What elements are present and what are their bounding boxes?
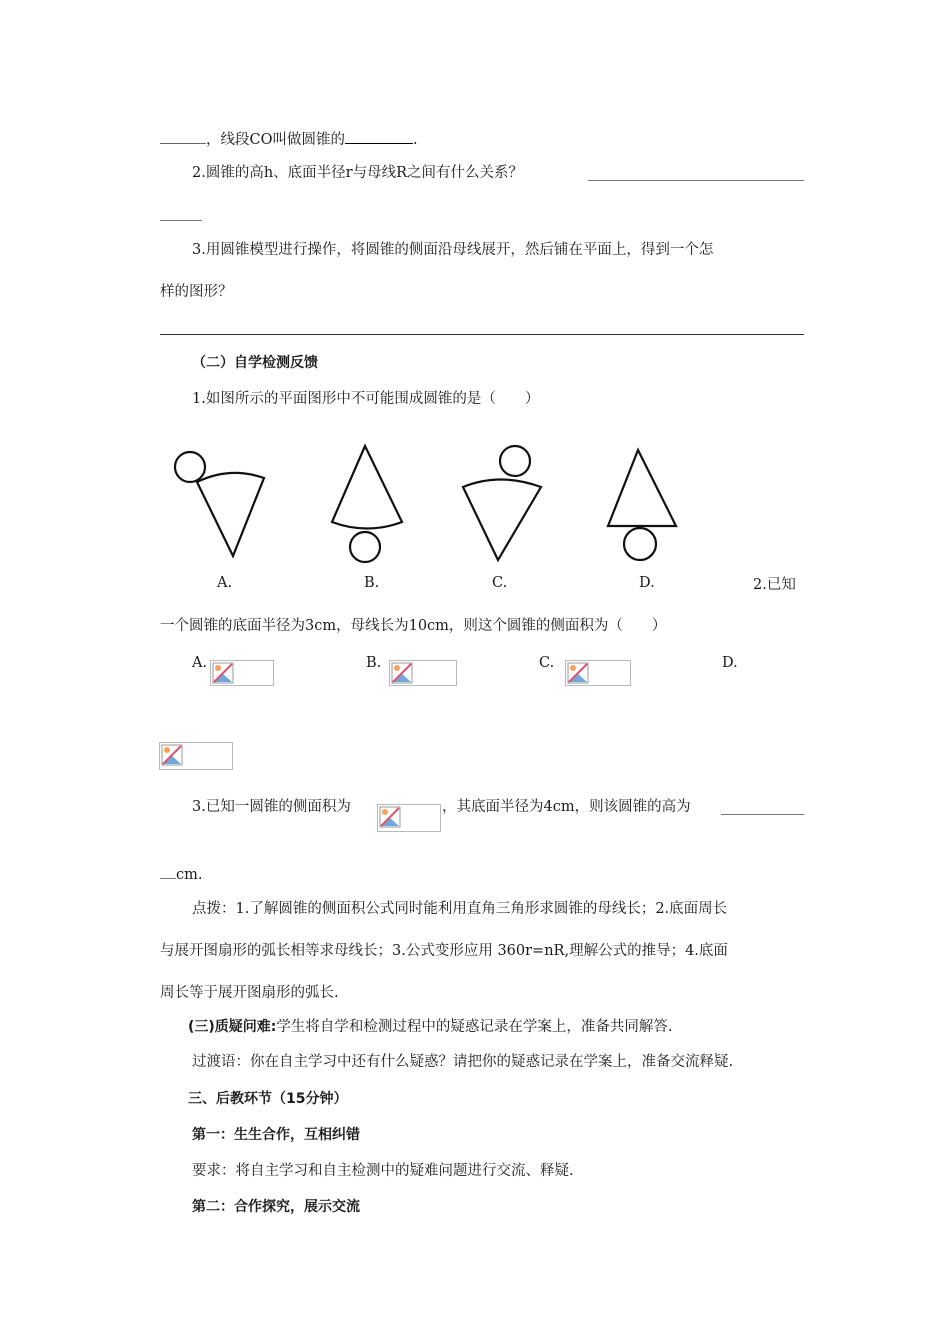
answer-line [721, 814, 804, 815]
blank [160, 129, 206, 144]
option-d-label: D. [722, 655, 738, 671]
answer-line [160, 220, 202, 221]
test-question-3-start: 3.已知一圆锥的侧面积为 [192, 799, 351, 815]
tip-line-1: 点拨：1.了解圆锥的侧面积公式同时能利用直角三角形求圆锥的母线长；2.底面周长 [192, 901, 728, 917]
question-2: 2.圆锥的高h、底面半径r与母线R之间有什么关系？ [192, 165, 524, 181]
answer-line [588, 180, 804, 181]
requirement-text: 要求：将自主学习和自主检测中的疑难问题进行交流、释疑. [192, 1163, 574, 1179]
step-1-heading: 第一：生生合作，互相纠错 [192, 1127, 360, 1143]
option-d-image [159, 742, 233, 770]
test-question-2: 一个圆锥的底面半径为3cm，母线长为10cm，则这个圆锥的侧面积为（ ） [160, 618, 667, 634]
broken-image-icon [161, 744, 185, 766]
question-3-line1: 3.用圆锥模型进行操作，将圆锥的侧面沿母线展开，然后铺在平面上，得到一个怎 [192, 242, 714, 258]
broken-image-icon [567, 662, 591, 684]
option-c-image [565, 660, 631, 686]
blank [160, 864, 176, 879]
option-b-label: B. [366, 655, 382, 671]
figure-label-d: D. [639, 575, 655, 591]
lateral-area-image [377, 804, 441, 832]
figure-c [463, 446, 541, 560]
questioning-text: 学生将自学和检测过程中的疑惑记录在学案上，准备共同解答. [276, 1019, 673, 1035]
figure-label-c: C. [492, 575, 508, 591]
section-heading: （二）自学检测反馈 [192, 355, 318, 371]
broken-image-icon [391, 662, 415, 684]
step-2-heading: 第二：合作探究，展示交流 [192, 1199, 360, 1215]
option-a-image [210, 660, 274, 686]
option-a-label: A. [192, 655, 208, 671]
broken-image-icon [379, 806, 403, 828]
section-3-heading: 三、后教环节（15分钟） [188, 1091, 348, 1107]
questioning-heading: (三)质疑问难: [188, 1019, 277, 1035]
tip-line-2: 与展开图扇形的弧长相等求母线长；3.公式变形应用 360r=nR,理解公式的推导；4.底面 [160, 943, 728, 959]
transition-text: 过渡语：你在自主学习中还有什么疑惑？请把你的疑惑记录在学案上，准备交流释疑. [192, 1054, 734, 1070]
question-3-line2: 样的图形？ [160, 284, 233, 300]
figure-label-b: B. [364, 575, 380, 591]
test-question-3-end: ，其底面半径为4cm，则该圆锥的高为 [442, 799, 691, 815]
figure-label-a: A. [217, 575, 233, 591]
test-question-1: 1.如图所示的平面图形中不可能围成圆锥的是（ ） [192, 391, 540, 407]
questioning-line [188, 1017, 673, 1037]
test-question-2-start: 2.已知 [753, 577, 796, 593]
cone-net-figures [160, 430, 700, 570]
figure-b [332, 446, 402, 562]
option-b-image [389, 660, 457, 686]
tip-line-3: 周长等于展开图扇形的弧长. [160, 985, 339, 1001]
option-c-label: C. [539, 655, 555, 671]
line-1: ，线段CO叫做圆锥的 . [160, 129, 418, 150]
blank [345, 129, 413, 144]
figure-d [608, 450, 676, 560]
text: ，线段CO叫做圆锥的 [206, 132, 345, 148]
broken-image-icon [212, 662, 236, 684]
test-question-3-unit: cm. [160, 864, 202, 885]
answer-line [160, 334, 804, 335]
figure-a [175, 452, 264, 556]
